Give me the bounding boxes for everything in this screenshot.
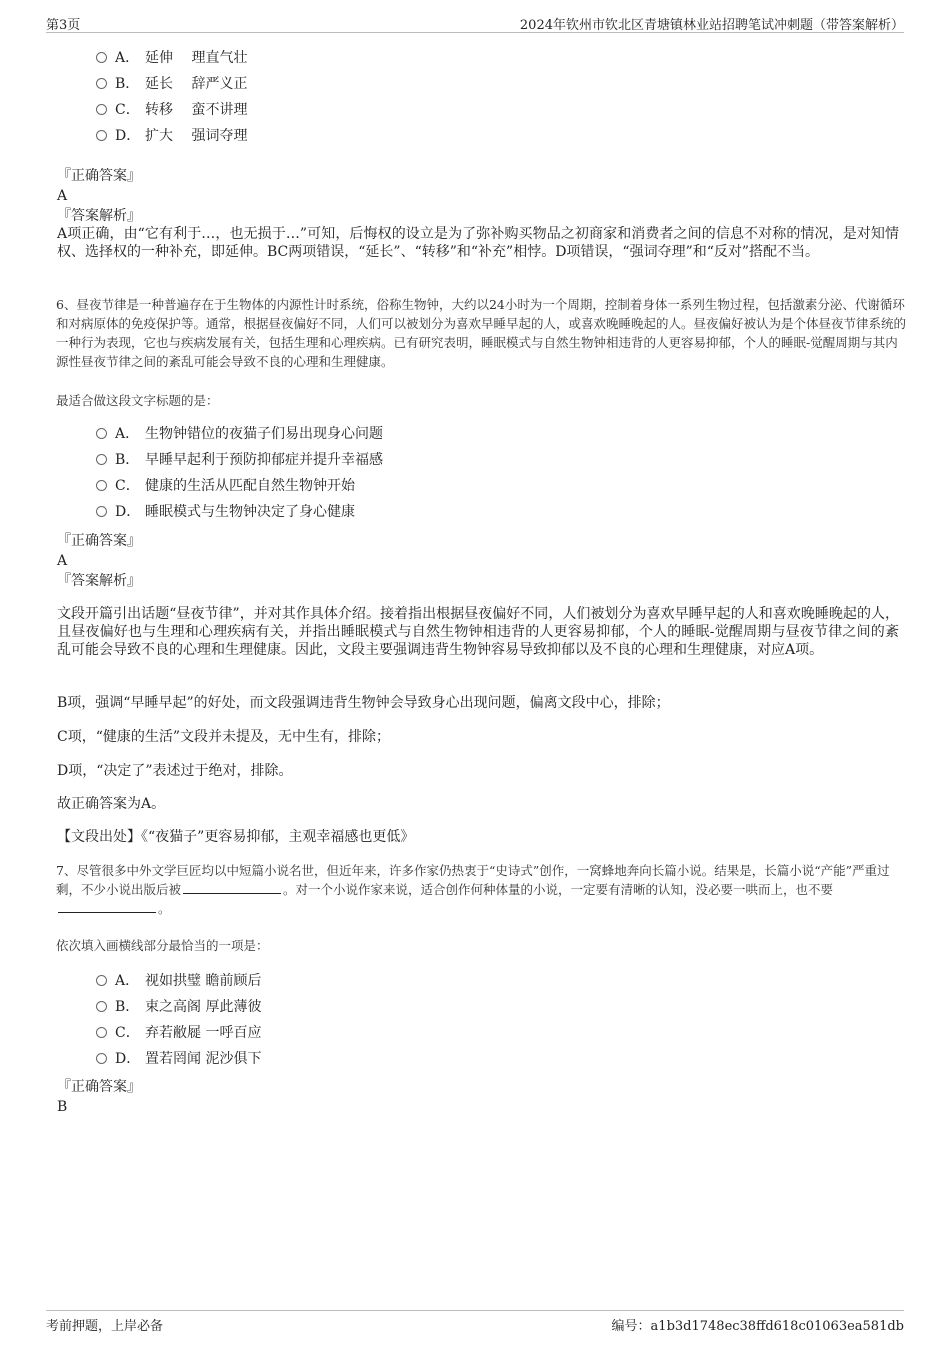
q7-answer-label: 『正确答案』 <box>57 1079 141 1095</box>
q6-option-d[interactable]: D． 睡眠模式与生物钟决定了身心健康 <box>96 499 383 525</box>
q6-stem: 6、昼夜节律是一种普遍存在于生物体的内源性计时系统，俗称生物钟，大约以24小时为一个周期，控制着身体一系列生物过程，包括激素分泌、代谢循环和对病原体的免疫保护等。通常，根据昼夜偏好不同，人们可以被划分为喜欢早睡早起的人，或喜欢晚睡晚起的人。昼夜偏好被认为是个体昼夜节律系统的一种行为表现，它也与疾病发展有关，包括生理和心理疾病。已有研究表明，睡眠模式与自然生物钟相违背的人更容易抑郁，个人的睡眠-觉醒周期与其内源性昼夜节律之间的紊乱可能会导致不良的心理和生理健康。 <box>56 297 907 369</box>
radio-icon[interactable] <box>96 1027 107 1038</box>
radio-icon[interactable] <box>96 52 107 63</box>
radio-icon[interactable] <box>96 1053 107 1064</box>
radio-icon[interactable] <box>96 78 107 89</box>
radio-icon[interactable] <box>96 104 107 115</box>
radio-icon[interactable] <box>96 130 107 141</box>
radio-icon[interactable] <box>96 454 107 465</box>
page-footer <box>46 1310 904 1334</box>
q6-option-c[interactable]: C． 健康的生活从匹配自然生物钟开始 <box>96 473 383 499</box>
q6-source: 【文段出处】《“夜猫子”更容易抑郁，主观幸福感也更低》 <box>57 829 415 845</box>
blank-line-1 <box>183 881 281 894</box>
q6-analysis-label: 『答案解析』 <box>57 573 141 589</box>
q5-option-b[interactable]: B． 延长 辞严义正 <box>96 71 247 97</box>
radio-icon[interactable] <box>96 428 107 439</box>
q7-option-b[interactable]: B． 束之高阁 厚此薄彼 <box>96 994 261 1020</box>
q6-options <box>96 421 383 525</box>
q5-analysis-label: 『答案解析』 <box>57 208 141 224</box>
q7-option-d[interactable]: D． 置若罔闻 泥沙俱下 <box>96 1046 261 1072</box>
q6-answer: A <box>57 553 68 569</box>
radio-icon[interactable] <box>96 1001 107 1012</box>
document-id: 编号：a1b3d1748ec38ffd618c01063ea581db <box>611 1319 904 1334</box>
q6-analysis-main: 文段开篇引出话题“昼夜节律”，并对其作具体介绍。接着指出根据昼夜偏好不同，人们被划分为喜欢早睡早起的人和喜欢晚睡晚起的人，且昼夜偏好也与生理和心理疾病有关，并指出睡眠模式与自然生物钟相违背的人更容易抑郁，个人的睡眠-觉醒周期与昼夜节律之间的紊乱可能会导致不良的心理和生理健康。因此，文段主要强调违背生物钟容易导致抑郁以及不良的心理和生理健康，对应A项。 <box>57 606 899 658</box>
q5-answer: A <box>57 188 68 204</box>
q6-conclusion: 故正确答案为A。 <box>57 796 166 812</box>
q7-answer: B <box>57 1099 68 1115</box>
q6-option-b[interactable]: B． 早睡早起利于预防抑郁症并提升幸福感 <box>96 447 383 473</box>
q7-prompt: 依次填入画横线部分最恰当的一项是： <box>56 938 269 953</box>
q6-analysis-b: B项，强调“早睡早起”的好处，而文段强调违背生物钟会导致身心出现问题，偏离文段中心，排除； <box>57 695 670 711</box>
q5-option-a[interactable]: A． 延伸 理直气壮 <box>96 45 247 71</box>
q7-stem: 7、尽管很多中外文学巨匠均以中短篇小说名世，但近年来，许多作家仍热衷于“史诗式”创作，一窝蜂地奔向长篇小说。结果是，长篇小说“产能”严重过剩，不少小说出版后被 。对一个小说作家来说，适合创作何种体量的小说，一定要有清晰的认知，没必要一哄而上，也不要。 <box>56 863 890 916</box>
q7-options <box>96 968 261 1072</box>
footer-slogan: 考前押题，上岸必备 <box>46 1319 164 1334</box>
q7-option-c[interactable]: C． 弃若敝屣 一呼百应 <box>96 1020 261 1046</box>
q5-option-d[interactable]: D． 扩大 强词夺理 <box>96 123 247 149</box>
document-title: 2024年钦州市钦北区青塘镇林业站招聘笔试冲刺题（带答案解析） <box>519 18 904 33</box>
page-header <box>46 12 904 33</box>
q6-answer-label: 『正确答案』 <box>57 533 141 549</box>
q6-analysis-c: C项，“健康的生活”文段并未提及，无中生有，排除； <box>57 729 391 745</box>
page-number: 第3页 <box>46 18 81 33</box>
q5-analysis: A项正确，由“它有利于…，也无损于…”可知，后悔权的设立是为了弥补购买物品之初商家和消费者之间的信息不对称的情况，是对知情权、选择权的一种补充，即延伸。BC两项错误，“延长”、“转移”和“补充”相悖。D项错误，“强词夺理”和“反对”搭配不当。 <box>57 226 899 260</box>
radio-icon[interactable] <box>96 506 107 517</box>
q5-options <box>96 45 247 149</box>
q6-analysis-d: D项，“决定了”表述过于绝对，排除。 <box>57 763 293 779</box>
q6-option-a[interactable]: A． 生物钟错位的夜猫子们易出现身心问题 <box>96 421 383 447</box>
q5-answer-label: 『正确答案』 <box>57 168 141 184</box>
radio-icon[interactable] <box>96 975 107 986</box>
q6-prompt: 最适合做这段文字标题的是： <box>56 393 219 408</box>
blank-line-2 <box>58 900 156 913</box>
q5-option-c[interactable]: C． 转移 蛮不讲理 <box>96 97 247 123</box>
radio-icon[interactable] <box>96 480 107 491</box>
q7-option-a[interactable]: A． 视如拱璧 瞻前顾后 <box>96 968 261 994</box>
